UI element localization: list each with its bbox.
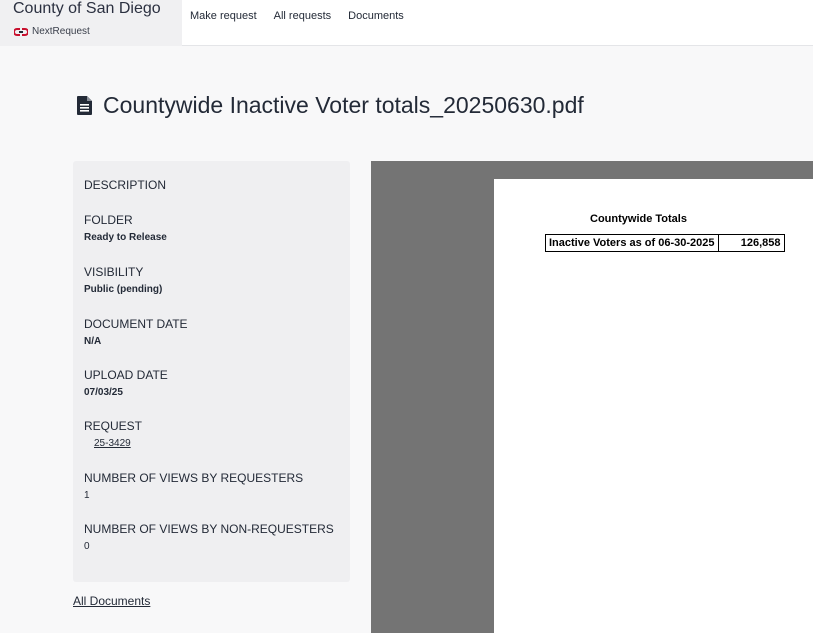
views-nonrequesters-section	[84, 522, 334, 552]
description-section	[84, 178, 166, 192]
pdf-viewer[interactable]	[371, 161, 813, 633]
upload-date-value: 07/03/25	[84, 387, 123, 398]
description-label: DESCRIPTION	[84, 178, 167, 192]
pdf-row-label: Inactive Voters as of 06-30-2025	[546, 235, 719, 252]
views-requesters-section	[84, 471, 303, 501]
table-row	[546, 235, 785, 252]
document-icon	[76, 95, 93, 116]
views-requesters-label: NUMBER OF VIEWS BY REQUESTERS	[84, 471, 304, 485]
upload-date-section	[84, 368, 168, 398]
request-label: REQUEST	[84, 419, 143, 433]
page-title	[76, 92, 584, 119]
document-date-value: N/A	[84, 336, 102, 347]
upload-date-label: UPLOAD DATE	[84, 368, 168, 382]
document-details-panel	[73, 161, 350, 582]
nav-documents[interactable]: Documents	[348, 10, 404, 22]
pdf-row-value: 126,858	[718, 235, 784, 252]
folder-section	[84, 213, 167, 243]
nav-all-requests[interactable]: All requests	[273, 10, 332, 22]
visibility-section	[84, 265, 162, 295]
views-nonrequesters-value: 0	[84, 541, 90, 552]
main-nav	[190, 10, 404, 22]
visibility-value: Public (pending)	[84, 284, 163, 295]
top-navigation-bar	[0, 0, 813, 46]
pdf-totals-table	[545, 234, 785, 252]
request-section	[84, 419, 142, 451]
folder-value: Ready to Release	[84, 232, 167, 243]
document-date-label: DOCUMENT DATE	[84, 317, 188, 331]
pdf-heading: Countywide Totals	[590, 213, 687, 225]
views-requesters-value: 1	[84, 490, 90, 501]
request-link[interactable]: 25-3429	[94, 438, 131, 449]
brand-block[interactable]	[0, 0, 182, 46]
pdf-page	[494, 179, 813, 633]
nav-make-request[interactable]: Make request	[190, 10, 257, 22]
nextrequest-logo-icon	[14, 28, 28, 36]
document-title: Countywide Inactive Voter totals_20250630.pdf	[103, 92, 584, 118]
views-nonrequesters-label: NUMBER OF VIEWS BY NON-REQUESTERS	[84, 522, 334, 536]
visibility-label: VISIBILITY	[84, 265, 144, 279]
product-brand	[14, 26, 90, 37]
folder-label: FOLDER	[84, 213, 133, 227]
org-name: County of San Diego	[13, 0, 161, 17]
product-name: NextRequest	[32, 26, 90, 37]
document-date-section	[84, 317, 188, 347]
all-documents-link[interactable]: All Documents	[73, 594, 151, 608]
